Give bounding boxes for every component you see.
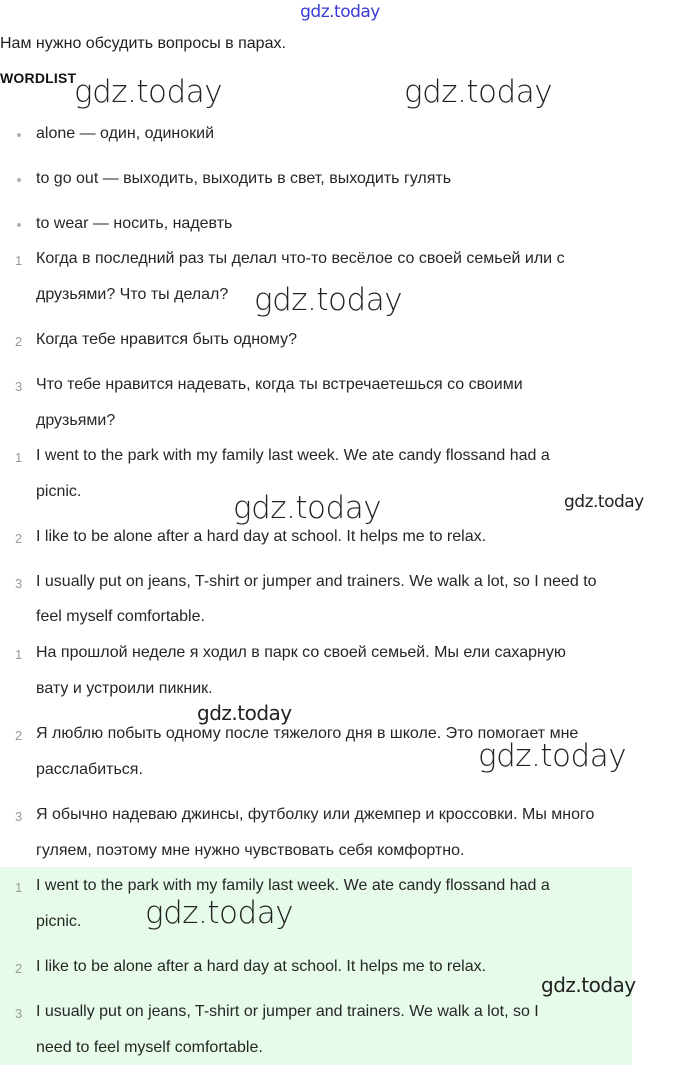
bullet-icon (17, 178, 21, 182)
watermark: gdz.today (233, 490, 382, 526)
answer-line: I like to be alone after a hard day at school. It helps me to relax. (36, 528, 487, 545)
intro-text: Нам нужно обсудить вопросы в парах. (0, 35, 286, 52)
answer-number: 2 (15, 531, 23, 546)
answer-line: Я обычно надеваю джинсы, футболку или джемпер и кроссовки. Мы много (36, 806, 595, 823)
answer-line: I like to be alone after a hard day at school. It helps me to relax. (36, 958, 487, 975)
answer-line: I went to the park with my family last week. We ate candy flossand had a (36, 877, 550, 894)
watermark: gdz.today (254, 282, 403, 318)
answer-number: 3 (15, 1006, 23, 1021)
wordlist-item: to wear — носить, надевть (36, 215, 233, 232)
answer-line: feel myself comfortable. (36, 608, 205, 625)
wordlist-item: to go out — выходить, выходить в свет, выходить гулять (36, 170, 452, 187)
answer-line: расслабиться. (36, 761, 143, 778)
wordlist-item: alone — один, одинокий (36, 125, 215, 142)
answer-line: I usually put on jeans, T-shirt or jumper and trainers. We walk a lot, so I (36, 1003, 539, 1020)
wordlist-title: WORDLIST (0, 70, 77, 86)
question-line: Когда тебе нравится быть одному? (36, 331, 298, 348)
answer-number: 1 (15, 647, 23, 662)
answer-line: picnic. (36, 913, 82, 930)
answer-line: I went to the park with my family last week. We ate candy flossand had a (36, 447, 550, 464)
answer-line: I usually put on jeans, T-shirt or jumper and trainers. We walk a lot, so I need to (36, 573, 597, 590)
answer-number: 2 (15, 961, 23, 976)
answer-line: гуляем, поэтому мне нужно чувствовать себя комфортно. (36, 842, 465, 859)
bullet-icon (17, 223, 21, 227)
watermark: gdz.today (74, 74, 223, 110)
bullet-icon (17, 133, 21, 137)
question-line: Когда в последний раз ты делал что-то весёлое со своей семьей или с (36, 250, 565, 267)
watermark: gdz.today (541, 973, 636, 997)
watermark: gdz.today (478, 738, 627, 774)
question-line: друзьями? (36, 412, 116, 429)
watermark: gdz.today (145, 895, 294, 931)
question-line: друзьями? Что ты делал? (36, 286, 229, 303)
answer-line: вату и устроили пикник. (36, 680, 213, 697)
answer-line: На прошлой неделе я ходил в парк со своей семьей. Мы ели сахарную (36, 644, 566, 661)
answer-line: picnic. (36, 483, 82, 500)
question-number: 1 (15, 253, 23, 268)
answer-line: Я люблю побыть одному после тяжелого дня в школе. Это помогает мне (36, 725, 579, 742)
question-number: 3 (15, 379, 23, 394)
answer-number: 1 (15, 450, 23, 465)
answer-number: 3 (15, 576, 23, 591)
answer-number: 2 (15, 728, 23, 743)
answer-line: need to feel myself comfortable. (36, 1039, 263, 1056)
question-number: 2 (15, 334, 23, 349)
watermark: gdz.today (564, 492, 644, 512)
question-line: Что тебе нравится надевать, когда ты встречаетешься со своими (36, 376, 523, 393)
answer-number: 1 (15, 880, 23, 895)
header-watermark: gdz.today (300, 2, 380, 22)
watermark: gdz.today (197, 701, 292, 725)
answer-number: 3 (15, 809, 23, 824)
watermark: gdz.today (404, 74, 553, 110)
